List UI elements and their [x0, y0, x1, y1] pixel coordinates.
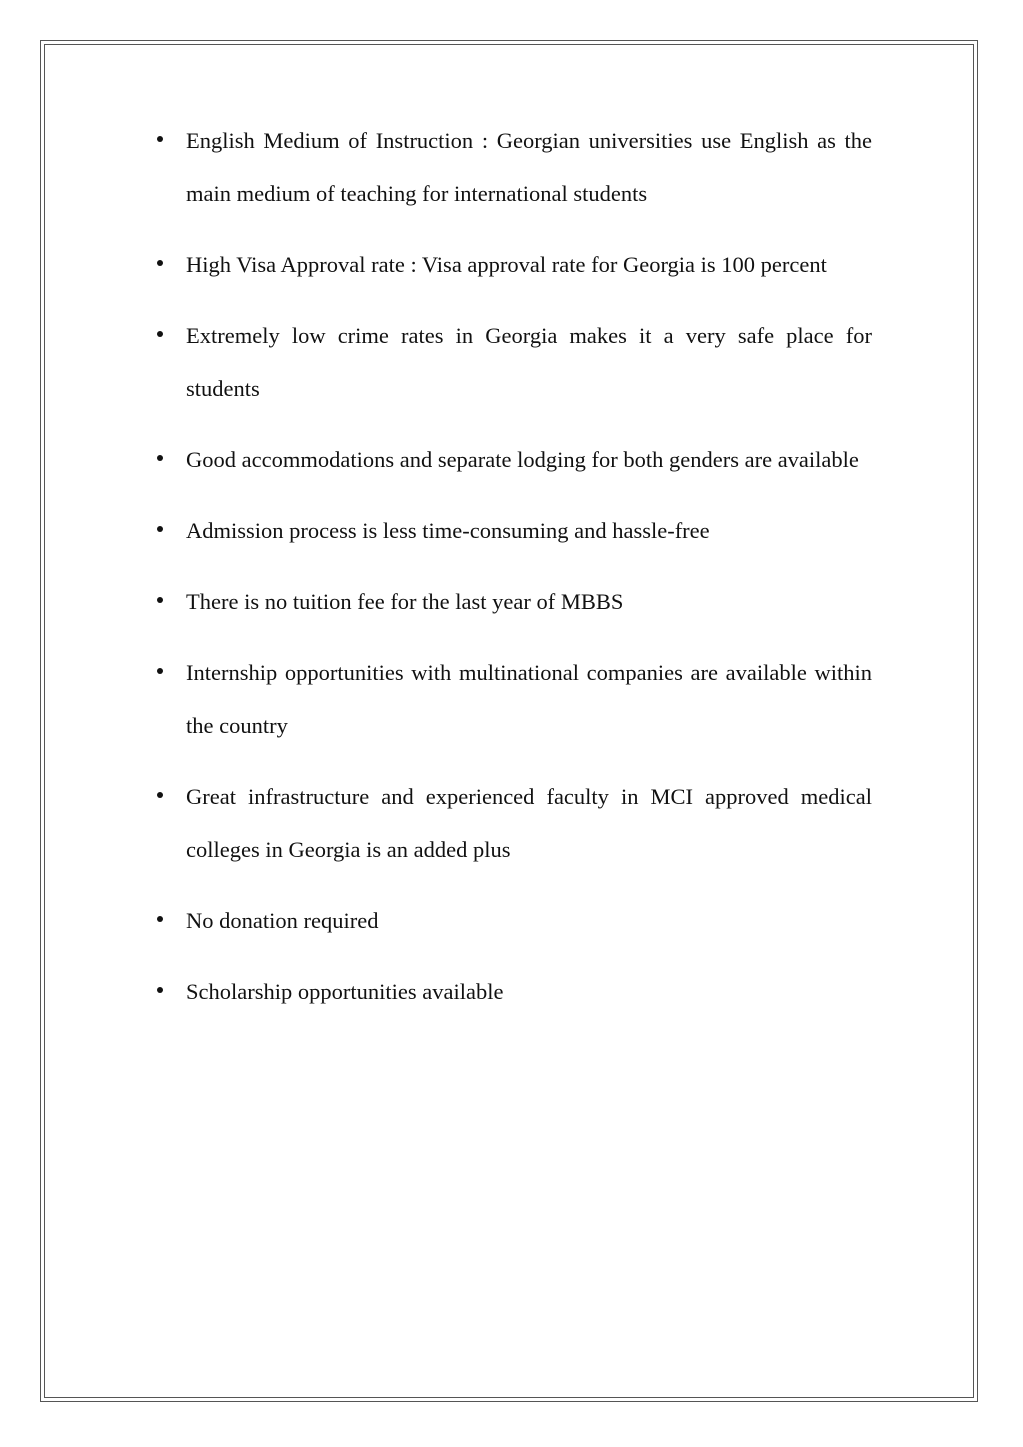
bullet-dot-icon [157, 792, 163, 798]
list-item [154, 504, 872, 557]
list-item-text: Internship opportunities with multinational companies are available within the country [186, 660, 872, 738]
list-item-text: Great infrastructure and experienced faculty in MCI approved medical colleges in Georgia is an added plus [186, 784, 872, 862]
list-item-text: High Visa Approval rate : Visa approval rate for Georgia is 100 percent [186, 252, 827, 277]
list-item-text: Scholarship opportunities available [186, 979, 504, 1004]
list-item-text: There is no tuition fee for the last year of MBBS [186, 589, 624, 614]
bullet-dot-icon [157, 987, 163, 993]
list-item-text: No donation required [186, 908, 379, 933]
bullet-list [154, 114, 872, 1036]
list-item [154, 114, 872, 220]
bullet-dot-icon [157, 668, 163, 674]
list-item [154, 965, 872, 1018]
list-item [154, 770, 872, 876]
list-item [154, 646, 872, 752]
list-item-text: Extremely low crime rates in Georgia makes it a very safe place for students [186, 323, 872, 401]
list-item [154, 309, 872, 415]
bullet-dot-icon [157, 455, 163, 461]
bullet-dot-icon [157, 526, 163, 532]
bullet-dot-icon [157, 597, 163, 603]
bullet-dot-icon [157, 916, 163, 922]
bullet-dot-icon [157, 136, 163, 142]
list-item-text: English Medium of Instruction : Georgian universities use English as the main medium of teaching for international students [186, 128, 872, 206]
bullet-dot-icon [157, 331, 163, 337]
list-item-text: Good accommodations and separate lodging for both genders are available [186, 447, 859, 472]
list-item [154, 575, 872, 628]
bullet-dot-icon [157, 260, 163, 266]
list-item [154, 433, 872, 486]
list-item-text: Admission process is less time-consuming and hassle-free [186, 518, 710, 543]
list-item [154, 894, 872, 947]
list-item [154, 238, 872, 291]
